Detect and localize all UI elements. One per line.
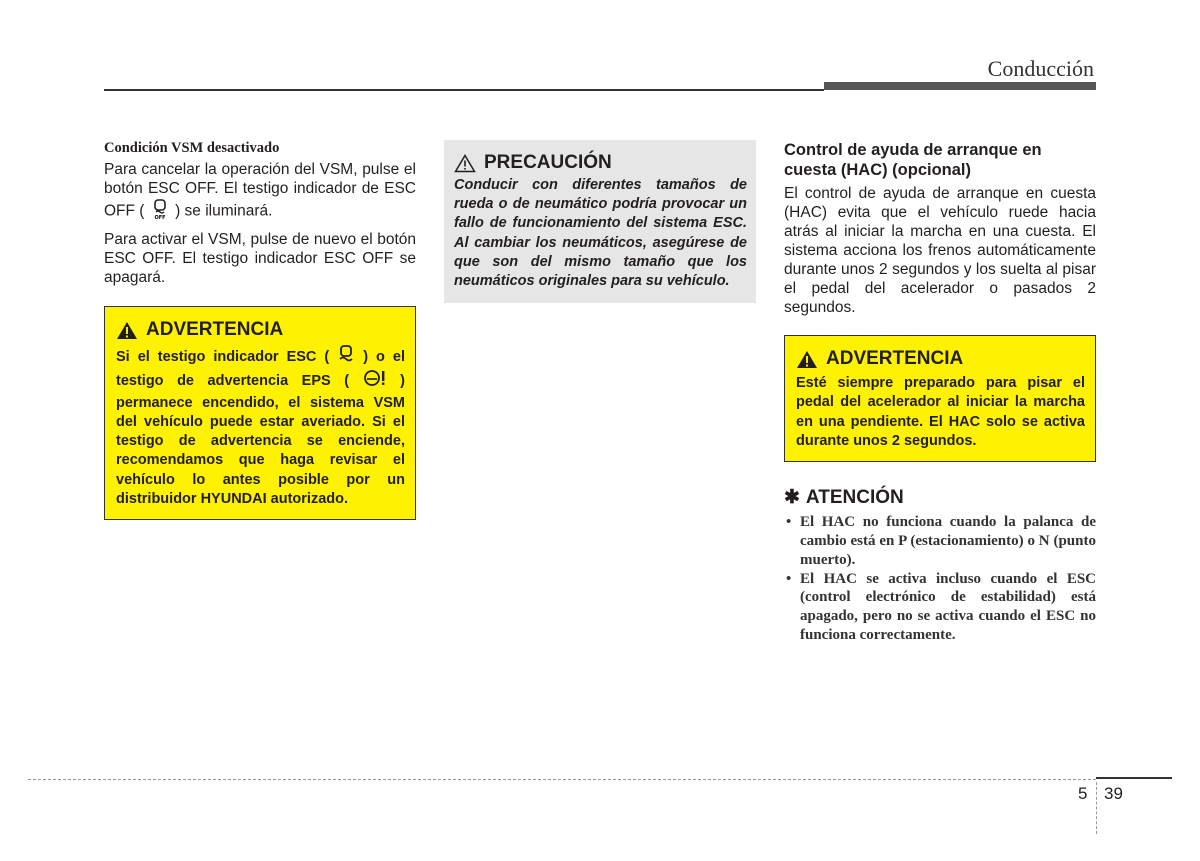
warning-text	[116, 345, 405, 509]
warning-text-part: ) o el testigo de advertencia EPS (	[116, 348, 405, 390]
attention-title	[784, 486, 1096, 509]
page-number: 39	[1104, 784, 1123, 803]
bullet-icon: •	[786, 514, 792, 531]
caution-box-esc	[444, 140, 756, 303]
paragraph-activate-vsm: Para activar el VSM, pulse de nuevo el botón ESC OFF. El testigo indicador ESC OFF se apagará.	[104, 231, 416, 286]
chapter-number: 5	[1078, 784, 1088, 803]
list-item-text: El HAC se activa incluso cuando el ESC (control electrónico de estabilidad) está apagado, pero no se activa cuando el ESC no funciona correctamente.	[800, 570, 1096, 643]
footer-rule	[28, 779, 1096, 780]
caution-title-text: PRECAUCIÓN	[484, 152, 612, 173]
eps-warning-icon	[363, 369, 387, 393]
paragraph-text: ) se iluminará.	[175, 202, 273, 220]
chapter-title: Conducción	[987, 56, 1094, 81]
warning-text-part: Si el testigo indicador ESC (	[116, 348, 330, 365]
asterisk-icon: ✱	[784, 487, 800, 509]
section-heading-hac: Control de ayuda de arranque en cuesta (HAC) (opcional)	[784, 141, 1042, 179]
footer-divider	[1096, 782, 1097, 834]
list-item	[784, 570, 1096, 645]
warning-triangle-icon	[116, 321, 138, 340]
esc-indicator-icon	[337, 345, 355, 369]
warning-triangle-icon	[454, 154, 476, 173]
esc-off-indicator-icon	[149, 198, 171, 225]
caution-title	[454, 152, 747, 174]
column-3	[784, 140, 1096, 645]
warning-triangle-icon	[796, 350, 818, 369]
list-item	[784, 513, 1096, 569]
warning-text-part: ) permanece encendido, el sistema VSM del vehículo puede estar averiado. Si el testigo de advertencia se enciende, recomendamos que haga revisar el vehículo lo antes posible por un distribuidor HYUNDAI autorizado.	[116, 373, 405, 508]
warning-title-text: ADVERTENCIA	[826, 348, 964, 369]
svg-text:OFF: OFF	[154, 215, 166, 220]
header-rule	[104, 89, 824, 91]
warning-title	[116, 319, 405, 341]
warning-box-hac	[784, 335, 1096, 462]
warning-title	[796, 348, 1085, 370]
column-2	[444, 140, 756, 303]
attention-title-text: ATENCIÓN	[805, 486, 904, 508]
warning-box-vsm	[104, 306, 416, 520]
paragraph-hac: El control de ayuda de arranque en cuesta (HAC) evita que el vehículo ruede hacia atrás al iniciar la marcha en una cuesta. El sistema acciona los frenos automáticamente durante unos 2 segundos y los suelta al pisar el pedal del acelerador o pasados 2 segundos.	[784, 185, 1096, 316]
paragraph-text: Para cancelar la operación del VSM, pulse el botón ESC OFF. El testigo indicador de ESC OFF (	[104, 161, 416, 220]
bullet-icon: •	[786, 570, 792, 587]
header-rule-accent	[824, 82, 1096, 90]
column-1	[104, 140, 416, 520]
attention-list	[784, 513, 1096, 645]
paragraph-cancel-vsm	[104, 160, 416, 225]
footer-rule-accent	[1096, 777, 1172, 779]
section-heading-vsm-off: Condición VSM desactivado	[104, 140, 280, 156]
warning-text: Esté siempre preparado para pisar el pedal del acelerador al iniciar la marcha en una pendiente. El HAC solo se activa durante unos 2 segundos.	[796, 375, 1085, 449]
caution-text: Conducir con diferentes tamaños de rueda o de neumático podría provocar un fallo de funcionamiento del sistema ESC. Al cambiar los neumáticos, asegúrese de que son del mismo tamaño que los neumáticos originales para su vehículo.	[454, 177, 747, 290]
list-item-text: El HAC no funciona cuando la palanca de cambio está en P (estacionamiento) o N (punto muerto).	[800, 514, 1096, 568]
attention-section	[784, 486, 1096, 645]
warning-title-text: ADVERTENCIA	[146, 319, 284, 340]
